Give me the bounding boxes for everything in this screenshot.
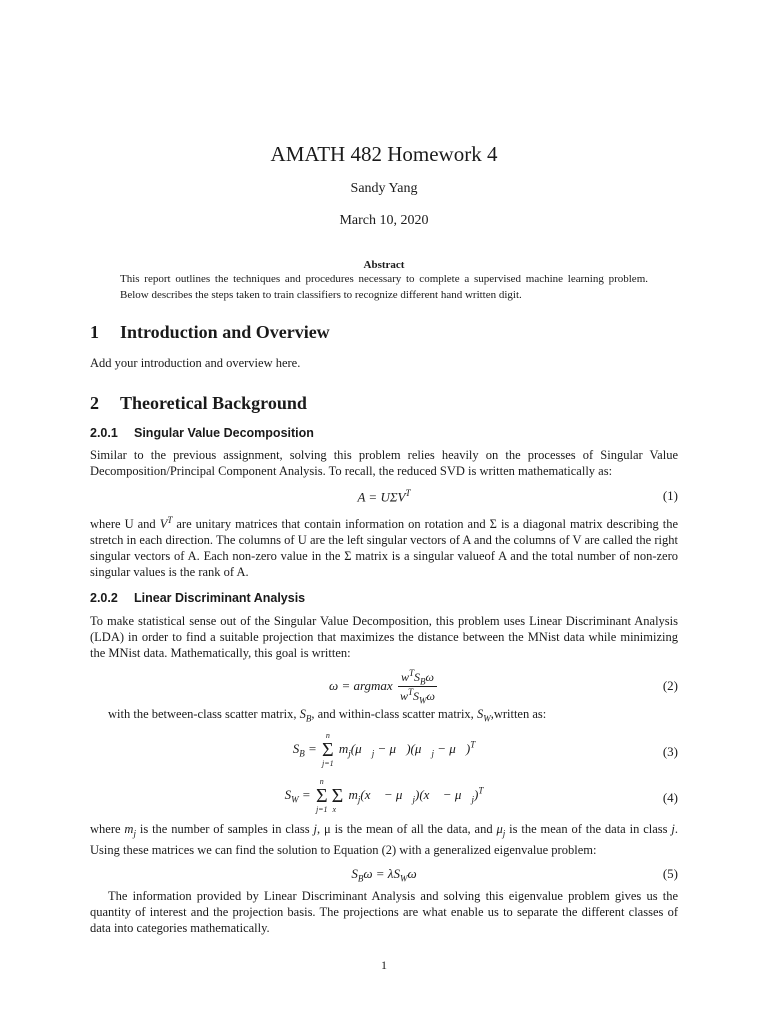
svd-paragraph-2: where U and $V^T$ are unitary matrices that contain information on rotation and Σ is a diagonal matrix describing the stretch in each direction. The columns of U are the left singular vectors of A and the columns of V are called the right singular vectors of A. Each non-zero value in the Σ matrix is a singular valueof A and the total number of non-zero singular values is the rank of A. bbox=[90, 515, 678, 580]
subsection-title: Singular Value Decomposition bbox=[134, 426, 314, 440]
paper-date: March 10, 2020 bbox=[339, 213, 429, 228]
equation-number: (2) bbox=[662, 678, 678, 693]
abstract-text: This report outlines the techniques and procedures necessary to complete a supervised machine learning problem. Below describes the steps taken to train classifiers to recognize different hand written digit. bbox=[120, 273, 648, 301]
subsection-number: 2.0.2 bbox=[90, 591, 118, 605]
section-heading-1 bbox=[90, 322, 330, 343]
equation-2 bbox=[90, 668, 678, 704]
subsection-title: Linear Discriminant Analysis bbox=[134, 591, 306, 605]
paper-title: AMATH 482 Homework 4 bbox=[270, 142, 498, 166]
section-number: 2 bbox=[90, 393, 99, 413]
equation-1 bbox=[90, 488, 678, 512]
equation-number: (4) bbox=[662, 790, 678, 805]
section-heading-2 bbox=[90, 393, 307, 414]
equation-number: (5) bbox=[662, 866, 678, 881]
lda-paragraph-3: where $m_j$ is the number of samples in class j, μ is the mean of all the data, and $\mu_j$ is the mean of the data in class j. Using these matrices we can find the solution to Equation (2) with a generalized eigenvalue problem: bbox=[90, 822, 678, 857]
equation-body: $S_W$ = n Σ j=1 Σ x⃗ $m_j(x⃗$ − $\mu⃗_j)(x⃗$ − $\mu⃗_j)^T$ bbox=[284, 777, 484, 814]
equation-3 bbox=[90, 732, 678, 772]
equation-body: ω = argmax $\frac{w^TS_B\omega}{w^TS_W\omega}$ bbox=[329, 668, 435, 706]
subsection-number: 2.0.1 bbox=[90, 426, 118, 440]
equation-body: $S_B\omega = \lambda S_W\omega$ bbox=[351, 866, 417, 884]
equation-number: (3) bbox=[662, 744, 678, 759]
equation-body: $A = U\Sigma V^T$ bbox=[357, 488, 411, 505]
section-title: Theoretical Background bbox=[120, 393, 307, 413]
section-number: 1 bbox=[90, 322, 99, 342]
section-title: Introduction and Overview bbox=[120, 322, 330, 342]
equation-5 bbox=[90, 866, 678, 890]
subsection-heading-svd bbox=[90, 426, 314, 440]
lda-paragraph-1: To make statistical sense out of the Singular Value Decomposition, this problem uses Linear Discriminant Analysis (LDA) in order to find a suitable projection that maximizes the distance between the MNist data while minimizing the MNist data. Mathematically, this goal is written: bbox=[90, 614, 678, 660]
abstract-heading: Abstract bbox=[363, 259, 405, 271]
svd-paragraph-1: Similar to the previous assignment, solving this problem relies heavily on the processes of Singular Value Decomposition/Principal Component Analysis. To recall, the reduced SVD is written mathematically as: bbox=[90, 448, 678, 478]
page-number: 1 bbox=[381, 958, 387, 972]
equation-4 bbox=[90, 778, 678, 818]
lda-paragraph-2: with the between-class scatter matrix, $S_B$, and within-class scatter matrix, $S_W,written$ as: bbox=[108, 707, 547, 724]
lda-paragraph-4: The information provided by Linear Discriminant Analysis and solving this eigenvalue problem gives us the quantity of interest and the projection basis. The projections are what enable us to separate the different classes of data into categories mathematically. bbox=[90, 889, 678, 935]
equation-body: $S_B$ = n Σ j=1 $m_j(\mu⃗_j$ − $\mu⃗)(\mu⃗_j$ − μ⃗)$^T$ bbox=[292, 731, 476, 768]
subsection-heading-lda bbox=[90, 591, 305, 605]
intro-paragraph: Add your introduction and overview here. bbox=[90, 356, 301, 370]
equation-number: (1) bbox=[662, 488, 678, 503]
author-name: Sandy Yang bbox=[350, 181, 418, 196]
